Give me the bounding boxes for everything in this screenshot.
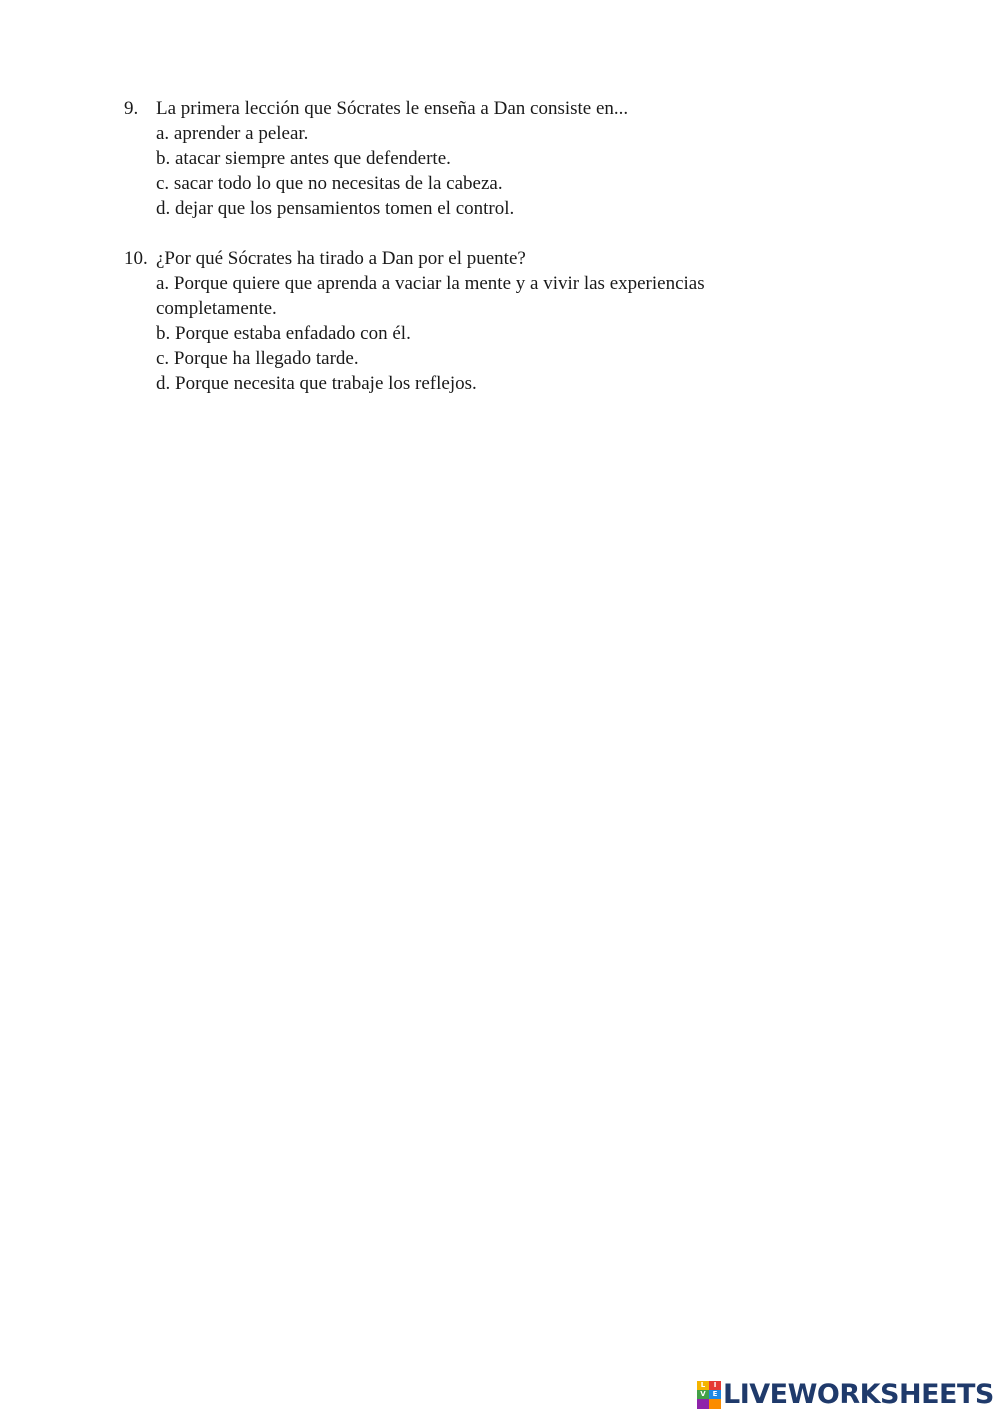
liveworksheets-logo bbox=[697, 1378, 994, 1412]
answer-option-d[interactable]: d. dejar que los pensamientos tomen el control. bbox=[156, 198, 515, 219]
logo-mark-tile: V bbox=[697, 1390, 709, 1399]
answer-option-d[interactable]: d. Porque necesita que trabaje los reflejos. bbox=[156, 373, 477, 394]
answer-option-c[interactable]: c. Porque ha llegado tarde. bbox=[156, 348, 359, 369]
answer-option-b[interactable]: b. Porque estaba enfadado con él. bbox=[156, 323, 411, 344]
logo-mark-icon bbox=[697, 1381, 721, 1409]
question-number: 10. bbox=[124, 248, 148, 269]
question-text: ¿Por qué Sócrates ha tirado a Dan por el puente? bbox=[156, 248, 526, 269]
logo-mark-tile: L bbox=[697, 1381, 709, 1390]
question-10 bbox=[124, 246, 824, 396]
logo-text: LIVEWORKSHEETS bbox=[723, 1379, 994, 1410]
logo-mark-tile bbox=[709, 1399, 721, 1409]
question-9 bbox=[124, 96, 824, 221]
answer-option-b[interactable]: b. atacar siempre antes que defenderte. bbox=[156, 148, 451, 169]
logo-mark-tile: I bbox=[709, 1381, 721, 1390]
question-text: La primera lección que Sócrates le enseña a Dan consiste en... bbox=[156, 98, 629, 119]
question-number: 9. bbox=[124, 98, 139, 119]
logo-mark-tile: E bbox=[709, 1390, 721, 1399]
answer-options bbox=[156, 121, 824, 221]
answer-option-a[interactable]: a. aprender a pelear. bbox=[156, 123, 309, 144]
answer-option-c[interactable]: c. sacar todo lo que no necesitas de la cabeza. bbox=[156, 173, 503, 194]
answer-option-a[interactable]: a. Porque quiere que aprenda a vaciar la mente y a vivir las experiencias completamente. bbox=[156, 273, 705, 319]
answer-options bbox=[156, 271, 824, 396]
logo-mark-tile bbox=[697, 1399, 709, 1409]
